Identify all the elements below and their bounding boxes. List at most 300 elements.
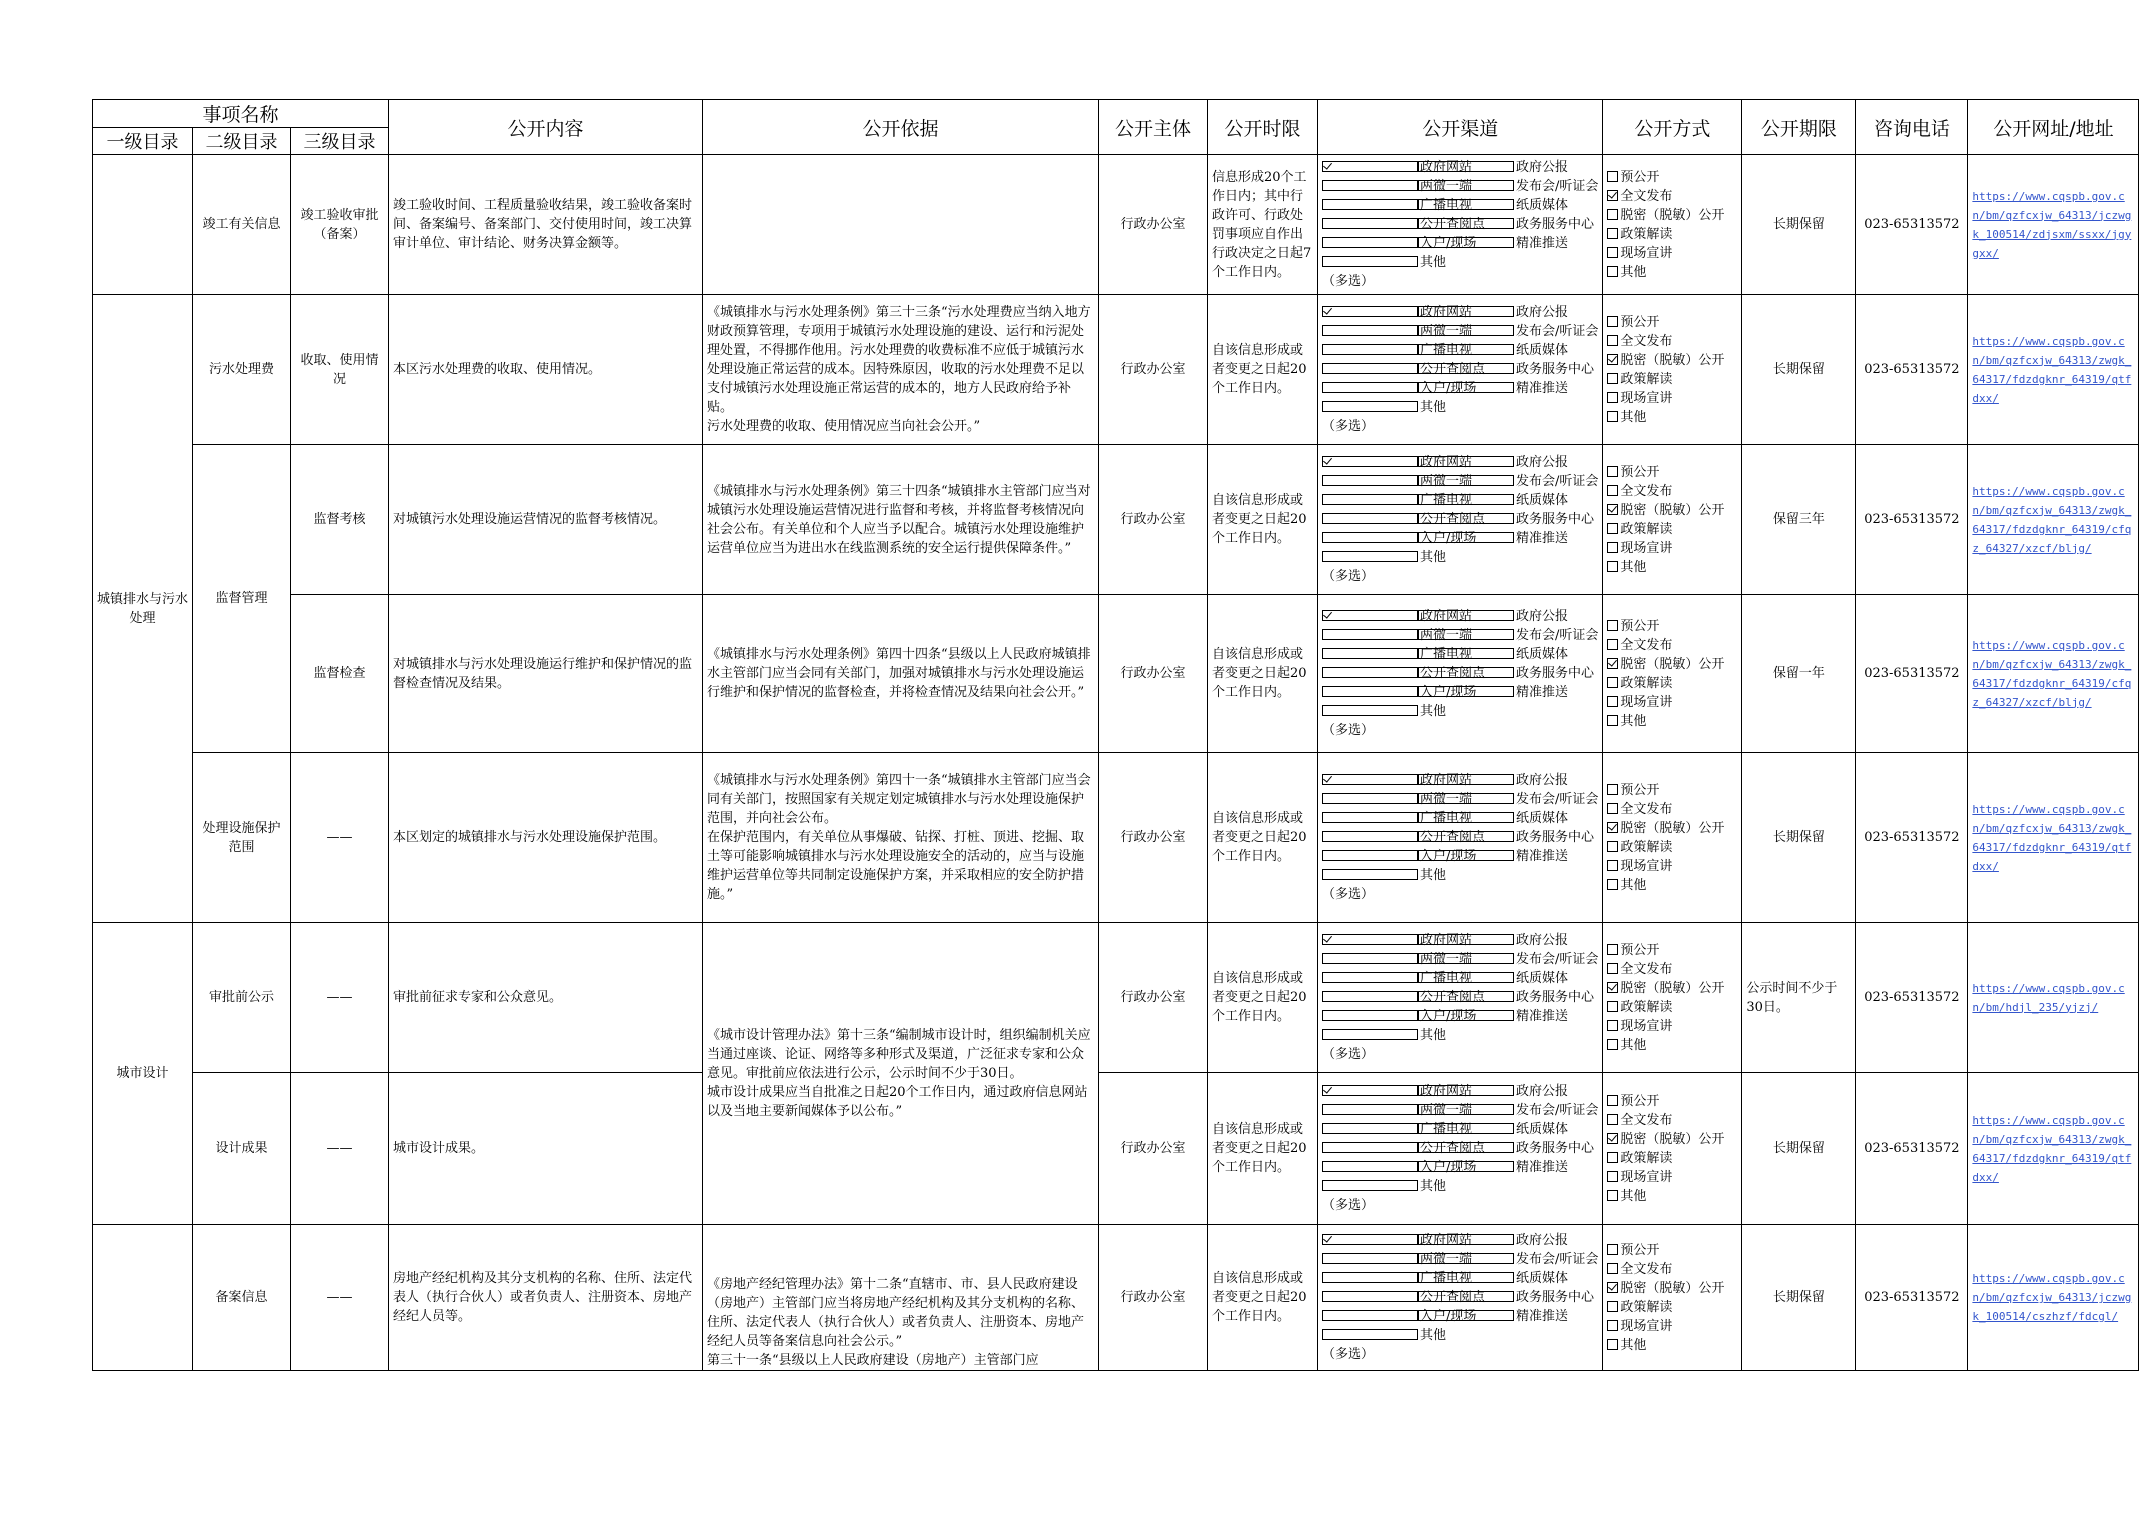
- content-cell: 审批前征求专家和公众意见。: [389, 923, 703, 1073]
- level3-cell: ——: [291, 1073, 389, 1225]
- unchecked-box-icon: [1322, 1104, 1418, 1115]
- checkbox-label: 全文发布: [1620, 801, 1673, 817]
- checkbox-label: 政府网站: [1420, 160, 1473, 175]
- checkbox-label: 发布会/听证会: [1516, 324, 1599, 339]
- method-option: [1607, 1000, 1672, 1015]
- unchecked-box-icon: [1607, 373, 1618, 384]
- unchecked-box-icon: [1418, 325, 1514, 336]
- channel-option: [1322, 1082, 1473, 1101]
- period-cell: 长期保留: [1742, 295, 1856, 445]
- content-header: 公开内容: [389, 100, 703, 155]
- checkbox-label: 政务服务中心: [1516, 1290, 1595, 1305]
- unchecked-box-icon: [1322, 812, 1418, 823]
- level2-cell: 污水处理费: [193, 295, 291, 445]
- multi-select-note: （多选）: [1322, 419, 1375, 434]
- unchecked-box-icon: [1607, 392, 1618, 403]
- method-option: [1607, 170, 1659, 185]
- channel-option: [1322, 379, 1477, 398]
- channel-option: [1322, 234, 1477, 253]
- method-option: [1607, 821, 1724, 836]
- unchecked-box-icon: [1322, 237, 1418, 248]
- channel-cell: [1318, 1225, 1603, 1371]
- checked-box-icon: [1322, 161, 1418, 172]
- checkbox-label: 精准推送: [1516, 849, 1569, 864]
- channel-option: [1418, 1101, 1598, 1120]
- unchecked-box-icon: [1607, 523, 1618, 534]
- unchecked-box-icon: [1418, 934, 1514, 945]
- checkbox-label: 脱密（脱敏）公开: [1620, 1280, 1725, 1296]
- checkbox-label: 现场宣讲: [1620, 245, 1673, 261]
- checkbox-label: 发布会/听证会: [1516, 952, 1599, 967]
- url-link[interactable]: https://www.cqspb.gov.cn/bm/qzfcxjw_64313/zwgk_64317/fdzdgknr_64319/qtfdxx/: [1972, 334, 2132, 405]
- unchecked-box-icon: [1322, 1029, 1418, 1040]
- basis-cell: [703, 155, 1099, 295]
- channel-option: [1322, 771, 1473, 790]
- phone-cell: 023-65313572: [1856, 445, 1968, 595]
- channel-option: [1322, 1007, 1477, 1026]
- checkbox-label: 脱密（脱敏）公开: [1620, 207, 1725, 223]
- unchecked-box-icon: [1418, 532, 1514, 543]
- basis-cell: 《城镇排水与污水处理条例》第三十四条“城镇排水主管部门应当对城镇污水处理设施运营情况进行监督和考核，并将监督考核情况向社会公布。有关单位和个人应当予以配合。城镇污水处理设施维护运营单位应当为进出水在线监测系统的安全运行提供保障条件。”: [703, 445, 1099, 595]
- checkbox-label: 脱密（脱敏）公开: [1620, 980, 1725, 996]
- checkbox-label: 其他: [1420, 1179, 1447, 1194]
- basis-cell: 《城镇排水与污水处理条例》第三十三条“污水处理费应当纳入地方财政预算管理，专项用于城镇污水处理设施的建设、运行和污泥处理处置，不得挪作他用。污水处理费的收费标准不应低于城镇污水处理设施正常运营的成本。因特殊原因，收取的污水处理费不足以支付城镇污水处理设施正常运营的成本的，地方人民政府给予补贴。 污水处理费的收取、使用情况应当向社会公开。”: [703, 295, 1099, 445]
- channel-option: [1322, 1101, 1473, 1120]
- channel-option: [1322, 1288, 1486, 1307]
- level2-cell: 设计成果: [193, 1073, 291, 1225]
- checkbox-label: 政策解读: [1620, 371, 1673, 387]
- basis-cell: 《城市设计管理办法》第十三条“编制城市设计时，组织编制机关应当通过座谈、论证、网络等多种形式及渠道，广泛征求专家和公众意见。审批前应依法进行公示，公示时间不少于30日。 城市设计成果应当自批准之日起20个工作日内，通过政府信息网站以及当地主要新闻媒体予以公布。”: [703, 923, 1099, 1225]
- unchecked-box-icon: [1607, 228, 1618, 239]
- checkbox-label: 现场宣讲: [1620, 540, 1673, 556]
- channel-option: [1418, 529, 1568, 548]
- disclosure-table: [92, 99, 2139, 1371]
- checkbox-label: 其他: [1420, 868, 1447, 883]
- checkbox-label: 政府网站: [1420, 1084, 1473, 1099]
- unchecked-box-icon: [1418, 1253, 1514, 1264]
- channel-option: [1418, 177, 1598, 196]
- method-option: [1607, 208, 1724, 223]
- channel-option: [1322, 322, 1473, 341]
- unchecked-box-icon: [1418, 831, 1514, 842]
- basis-cell: 《城镇排水与污水处理条例》第四十一条“城镇排水主管部门应当会同有关部门，按照国家有关规定划定城镇排水与污水处理设施保护范围，并向社会公布。 在保护范围内，有关单位从事爆破、钻探、打桩、顶进、挖掘、取土等可能影响城镇排水与污水处理设施安全的活动的，应当与设施维护运营单位等共同制定设施保护方案，并采取相应的安全防护措施。”: [703, 753, 1099, 923]
- channel-option: [1322, 472, 1473, 491]
- method-cell: [1603, 295, 1742, 445]
- channel-header: 公开渠道: [1318, 100, 1603, 155]
- method-option: [1607, 676, 1672, 691]
- unchecked-box-icon: [1607, 1339, 1618, 1350]
- channel-option: [1418, 196, 1568, 215]
- unchecked-box-icon: [1322, 475, 1418, 486]
- method-option: [1607, 334, 1672, 349]
- phone-cell: 023-65313572: [1856, 1225, 1968, 1371]
- unchecked-box-icon: [1418, 1310, 1514, 1321]
- unchecked-box-icon: [1322, 199, 1418, 210]
- channel-option: [1418, 1288, 1594, 1307]
- subject-cell: 行政办公室: [1099, 295, 1208, 445]
- checkbox-label: 精准推送: [1516, 236, 1569, 251]
- level3-cell: 监督检查: [291, 595, 389, 753]
- unchecked-box-icon: [1418, 850, 1514, 861]
- unchecked-box-icon: [1322, 1272, 1418, 1283]
- channel-option: [1322, 510, 1486, 529]
- level2-cell: 监督管理: [193, 445, 291, 753]
- url-link[interactable]: https://www.cqspb.gov.cn/bm/qzfcxjw_64313/zwgk_64317/fdzdgknr_64319/qtfdxx/: [1972, 1113, 2132, 1184]
- method-option: [1607, 1170, 1672, 1185]
- unchecked-box-icon: [1322, 850, 1418, 861]
- subject-cell: 行政办公室: [1099, 1073, 1208, 1225]
- checkbox-label: 现场宣讲: [1620, 1169, 1673, 1185]
- checkbox-label: 脱密（脱敏）公开: [1620, 352, 1725, 368]
- time-limit-cell: 自该信息形成或者变更之日起20个工作日内。: [1208, 753, 1318, 923]
- channel-option: [1418, 379, 1568, 398]
- level1-cell: 城镇排水与污水处理: [93, 295, 193, 923]
- checkbox-label: 政府公报: [1516, 160, 1569, 175]
- table-row: [93, 155, 2139, 295]
- unchecked-box-icon: [1607, 485, 1618, 496]
- checkbox-label: 其他: [1420, 704, 1447, 719]
- checkbox-label: 精准推送: [1516, 1009, 1569, 1024]
- checkbox-label: 广播电视: [1420, 811, 1473, 826]
- checked-box-icon: [1322, 934, 1418, 945]
- checkbox-label: 两微一端: [1420, 179, 1473, 194]
- unchecked-box-icon: [1418, 667, 1514, 678]
- method-option: [1607, 246, 1672, 261]
- url-link[interactable]: https://www.cqspb.gov.cn/bm/qzfcxjw_64313/jczwgk_100514/zdjsxm/ssxx/jgygxx/: [1972, 189, 2132, 260]
- channel-option: [1418, 303, 1568, 322]
- channel-option: [1322, 702, 1447, 721]
- item-name-header: 事项名称: [93, 100, 389, 128]
- unchecked-box-icon: [1322, 831, 1418, 842]
- unchecked-box-icon: [1418, 629, 1514, 640]
- level3-header: 三级目录: [291, 128, 389, 155]
- method-option: [1607, 522, 1672, 537]
- unchecked-box-icon: [1418, 1123, 1514, 1134]
- unchecked-box-icon: [1607, 335, 1618, 346]
- checkbox-label: 其他: [1420, 255, 1447, 270]
- checkbox-label: 纸质媒体: [1516, 198, 1569, 213]
- unchecked-box-icon: [1418, 1291, 1514, 1302]
- channel-option: [1418, 969, 1568, 988]
- unchecked-box-icon: [1607, 1301, 1618, 1312]
- period-cell: 长期保留: [1742, 753, 1856, 923]
- channel-option: [1322, 1158, 1477, 1177]
- channel-option: [1322, 158, 1473, 177]
- level2-cell: 备案信息: [193, 1225, 291, 1371]
- content-cell: 对城镇污水处理设施运营情况的监督考核情况。: [389, 445, 703, 595]
- unchecked-box-icon: [1322, 869, 1418, 880]
- method-option: [1607, 1151, 1672, 1166]
- channel-option: [1322, 529, 1477, 548]
- channel-option: [1322, 177, 1473, 196]
- channel-option: [1322, 1177, 1447, 1196]
- checkbox-label: 政策解读: [1620, 839, 1673, 855]
- method-option: [1607, 802, 1672, 817]
- checkbox-label: 现场宣讲: [1620, 694, 1673, 710]
- unchecked-box-icon: [1607, 803, 1618, 814]
- checkbox-label: 脱密（脱敏）公开: [1620, 1131, 1725, 1147]
- method-option: [1607, 1019, 1672, 1034]
- channel-option: [1322, 1120, 1473, 1139]
- channel-option: [1418, 453, 1568, 472]
- checkbox-label: 入户/现场: [1420, 1309, 1477, 1324]
- unchecked-box-icon: [1418, 774, 1514, 785]
- level2-cell: 竣工有关信息: [193, 155, 291, 295]
- channel-option: [1418, 510, 1594, 529]
- unchecked-box-icon: [1607, 1114, 1618, 1125]
- channel-option: [1418, 664, 1594, 683]
- unchecked-box-icon: [1322, 991, 1418, 1002]
- unchecked-box-icon: [1418, 475, 1514, 486]
- unchecked-box-icon: [1607, 860, 1618, 871]
- level3-cell: ——: [291, 923, 389, 1073]
- unchecked-box-icon: [1607, 879, 1618, 890]
- checkbox-label: 政府网站: [1420, 1233, 1473, 1248]
- channel-option: [1418, 790, 1598, 809]
- url-link[interactable]: https://www.cqspb.gov.cn/bm/qzfcxjw_64313/zwgk_64317/fdzdgknr_64319/cfqz_64327/xzcf/bljg/: [1972, 484, 2132, 555]
- method-option: [1607, 695, 1672, 710]
- checkbox-label: 广播电视: [1420, 343, 1473, 358]
- checkbox-label: 政府公报: [1516, 305, 1569, 320]
- channel-cell: [1318, 295, 1603, 445]
- content-cell: 竣工验收时间、工程质量验收结果，竣工验收备案时间、备案编号、备案部门、交付使用时间，竣工决算审计单位、审计结论、财务决算金额等。: [389, 155, 703, 295]
- unchecked-box-icon: [1418, 363, 1514, 374]
- checked-box-icon: [1607, 658, 1618, 669]
- unchecked-box-icon: [1607, 696, 1618, 707]
- checked-box-icon: [1607, 1133, 1618, 1144]
- channel-option: [1322, 360, 1486, 379]
- checkbox-label: 广播电视: [1420, 198, 1473, 213]
- checkbox-label: 全文发布: [1620, 333, 1673, 349]
- channel-option: [1418, 1082, 1568, 1101]
- channel-option: [1322, 988, 1486, 1007]
- unchecked-box-icon: [1418, 1010, 1514, 1021]
- checkbox-label: 发布会/听证会: [1516, 792, 1599, 807]
- checkbox-label: 政府网站: [1420, 933, 1473, 948]
- unchecked-box-icon: [1322, 551, 1418, 562]
- channel-option: [1322, 969, 1473, 988]
- checkbox-label: 脱密（脱敏）公开: [1620, 820, 1725, 836]
- basis-cell: 《房地产经纪管理办法》第十二条“直辖市、市、县人民政府建设（房地产）主管部门应当将房地产经纪机构及其分支机构的名称、住所、法定代表人（执行合伙人）或者负责人、注册资本、房地产经纪人员等备案信息向社会公示。” 第三十一条“县级以上人民政府建设（房地产）主管部门应: [703, 1225, 1099, 1371]
- unchecked-box-icon: [1418, 456, 1514, 467]
- unchecked-box-icon: [1418, 686, 1514, 697]
- time-limit-cell: 自该信息形成或者变更之日起20个工作日内。: [1208, 595, 1318, 753]
- channel-option: [1322, 1269, 1473, 1288]
- channel-option: [1418, 1250, 1598, 1269]
- url-link[interactable]: https://www.cqspb.gov.cn/bm/hdjl_235/yjzj/: [1972, 981, 2125, 1014]
- unchecked-box-icon: [1418, 218, 1514, 229]
- url-link[interactable]: https://www.cqspb.gov.cn/bm/qzfcxjw_64313/jczwgk_100514/cszhzf/fdcgl/: [1972, 1272, 2132, 1323]
- checkbox-label: 预公开: [1620, 1242, 1660, 1258]
- checkbox-label: 现场宣讲: [1620, 858, 1673, 874]
- checkbox-label: 政府公报: [1516, 1233, 1569, 1248]
- checkbox-label: 入户/现场: [1420, 1160, 1477, 1175]
- content-cell: 本区污水处理费的收取、使用情况。: [389, 295, 703, 445]
- level1-cell: 城市设计: [93, 923, 193, 1225]
- time-limit-cell: 信息形成20个工作日内；其中行政许可、行政处罚事项应自作出行政决定之日起7个工作日内。: [1208, 155, 1318, 295]
- checked-box-icon: [1607, 822, 1618, 833]
- channel-option: [1322, 215, 1486, 234]
- checkbox-label: 政务服务中心: [1516, 830, 1595, 845]
- method-option: [1607, 619, 1659, 634]
- checkbox-label: 政务服务中心: [1516, 512, 1595, 527]
- unchecked-box-icon: [1322, 1291, 1418, 1302]
- channel-option: [1322, 1139, 1486, 1158]
- method-cell: [1603, 445, 1742, 595]
- method-option: [1607, 1262, 1672, 1277]
- unchecked-box-icon: [1607, 1095, 1618, 1106]
- checkbox-label: 政策解读: [1620, 226, 1673, 242]
- checkbox-label: 发布会/听证会: [1516, 1252, 1599, 1267]
- channel-option: [1418, 1139, 1594, 1158]
- table-row: [93, 923, 2139, 1073]
- channel-option: [1322, 847, 1477, 866]
- period-cell: 长期保留: [1742, 155, 1856, 295]
- channel-option: [1322, 453, 1473, 472]
- channel-option: [1418, 771, 1568, 790]
- unchecked-box-icon: [1607, 561, 1618, 572]
- checked-box-icon: [1607, 1282, 1618, 1293]
- channel-option: [1418, 1158, 1568, 1177]
- channel-option: [1322, 809, 1473, 828]
- period-cell: 公示时间不少于30日。: [1742, 923, 1856, 1073]
- time-limit-cell: 自该信息形成或者变更之日起20个工作日内。: [1208, 923, 1318, 1073]
- checkbox-label: 广播电视: [1420, 1271, 1473, 1286]
- method-option: [1607, 372, 1672, 387]
- channel-option: [1322, 1231, 1473, 1250]
- unchecked-box-icon: [1607, 1001, 1618, 1012]
- checkbox-label: 纸质媒体: [1516, 493, 1569, 508]
- channel-option: [1418, 988, 1594, 1007]
- checkbox-label: 入户/现场: [1420, 531, 1477, 546]
- channel-option: [1322, 398, 1447, 417]
- checkbox-label: 其他: [1620, 713, 1647, 729]
- level3-cell: 竣工验收审批（备案）: [291, 155, 389, 295]
- level2-cell: 处理设施保护范围: [193, 753, 291, 923]
- content-cell: 房地产经纪机构及其分支机构的名称、住所、法定代表人（执行合伙人）或者负责人、注册资本、房地产经纪人员等。: [389, 1225, 703, 1371]
- method-option: [1607, 783, 1659, 798]
- checked-box-icon: [1607, 354, 1618, 365]
- unchecked-box-icon: [1607, 1263, 1618, 1274]
- unchecked-box-icon: [1418, 306, 1514, 317]
- phone-cell: 023-65313572: [1856, 155, 1968, 295]
- unchecked-box-icon: [1418, 610, 1514, 621]
- channel-option: [1418, 1007, 1568, 1026]
- phone-cell: 023-65313572: [1856, 753, 1968, 923]
- level3-cell: 监督考核: [291, 445, 389, 595]
- unchecked-box-icon: [1322, 1142, 1418, 1153]
- unchecked-box-icon: [1322, 1310, 1418, 1321]
- channel-cell: [1318, 923, 1603, 1073]
- channel-option: [1322, 1250, 1473, 1269]
- channel-cell: [1318, 595, 1603, 753]
- checkbox-label: 发布会/听证会: [1516, 179, 1599, 194]
- channel-option: [1418, 1307, 1568, 1326]
- method-option: [1607, 943, 1659, 958]
- checkbox-label: 纸质媒体: [1516, 811, 1569, 826]
- checkbox-label: 纸质媒体: [1516, 343, 1569, 358]
- unchecked-box-icon: [1322, 382, 1418, 393]
- table-row: [93, 1225, 2139, 1371]
- channel-option: [1322, 950, 1473, 969]
- method-option: [1607, 1189, 1646, 1204]
- table-row: [93, 445, 2139, 595]
- subject-cell: 行政办公室: [1099, 595, 1208, 753]
- unchecked-box-icon: [1418, 1104, 1514, 1115]
- checkbox-label: 政府网站: [1420, 305, 1473, 320]
- checkbox-label: 政府网站: [1420, 455, 1473, 470]
- url-link[interactable]: https://www.cqspb.gov.cn/bm/qzfcxjw_64313/zwgk_64317/fdzdgknr_64319/qtfdxx/: [1972, 802, 2132, 873]
- level2-cell: 审批前公示: [193, 923, 291, 1073]
- checkbox-label: 精准推送: [1516, 381, 1569, 396]
- method-option: [1607, 962, 1672, 977]
- method-option: [1607, 484, 1672, 499]
- unchecked-box-icon: [1322, 532, 1418, 543]
- method-header: 公开方式: [1603, 100, 1742, 155]
- checkbox-label: 其他: [1620, 1037, 1647, 1053]
- checkbox-label: 两微一端: [1420, 792, 1473, 807]
- level2-header: 二级目录: [193, 128, 291, 155]
- checkbox-label: 公开查阅点: [1420, 512, 1486, 527]
- unchecked-box-icon: [1322, 344, 1418, 355]
- checkbox-label: 入户/现场: [1420, 236, 1477, 251]
- method-cell: [1603, 1225, 1742, 1371]
- checkbox-label: 政策解读: [1620, 1299, 1673, 1315]
- unchecked-box-icon: [1322, 1180, 1418, 1191]
- url-header: 公开网址/地址: [1968, 100, 2139, 155]
- checkbox-label: 预公开: [1620, 464, 1660, 480]
- unchecked-box-icon: [1607, 841, 1618, 852]
- url-link[interactable]: https://www.cqspb.gov.cn/bm/qzfcxjw_64313/zwgk_64317/fdzdgknr_64319/cfqz_64327/xzcf/bljg/: [1972, 638, 2132, 709]
- checkbox-label: 其他: [1420, 1028, 1447, 1043]
- channel-cell: [1318, 1073, 1603, 1225]
- channel-option: [1418, 234, 1568, 253]
- time-limit-cell: 自该信息形成或者变更之日起20个工作日内。: [1208, 445, 1318, 595]
- channel-option: [1322, 626, 1473, 645]
- unchecked-box-icon: [1607, 784, 1618, 795]
- checkbox-label: 政策解读: [1620, 521, 1673, 537]
- method-cell: [1603, 1073, 1742, 1225]
- channel-option: [1322, 1326, 1447, 1345]
- channel-option: [1418, 341, 1568, 360]
- method-option: [1607, 1094, 1659, 1109]
- checkbox-label: 公开查阅点: [1420, 666, 1486, 681]
- method-option: [1607, 638, 1672, 653]
- checkbox-label: 其他: [1620, 877, 1647, 893]
- channel-option: [1322, 341, 1473, 360]
- unchecked-box-icon: [1418, 991, 1514, 1002]
- method-option: [1607, 353, 1724, 368]
- unchecked-box-icon: [1322, 401, 1418, 412]
- checkbox-label: 全文发布: [1620, 961, 1673, 977]
- channel-option: [1322, 683, 1477, 702]
- checkbox-label: 政策解读: [1620, 999, 1673, 1015]
- unchecked-box-icon: [1418, 494, 1514, 505]
- unchecked-box-icon: [1322, 256, 1418, 267]
- channel-option: [1322, 664, 1486, 683]
- period-cell: 保留一年: [1742, 595, 1856, 753]
- method-option: [1607, 315, 1659, 330]
- method-option: [1607, 1113, 1672, 1128]
- period-cell: 长期保留: [1742, 1073, 1856, 1225]
- unchecked-box-icon: [1607, 677, 1618, 688]
- level3-cell: ——: [291, 1225, 389, 1371]
- checkbox-label: 入户/现场: [1420, 1009, 1477, 1024]
- unchecked-box-icon: [1322, 1161, 1418, 1172]
- unchecked-box-icon: [1607, 963, 1618, 974]
- time-limit-cell: 自该信息形成或者变更之日起20个工作日内。: [1208, 1073, 1318, 1225]
- time-limit-header: 公开时限: [1208, 100, 1318, 155]
